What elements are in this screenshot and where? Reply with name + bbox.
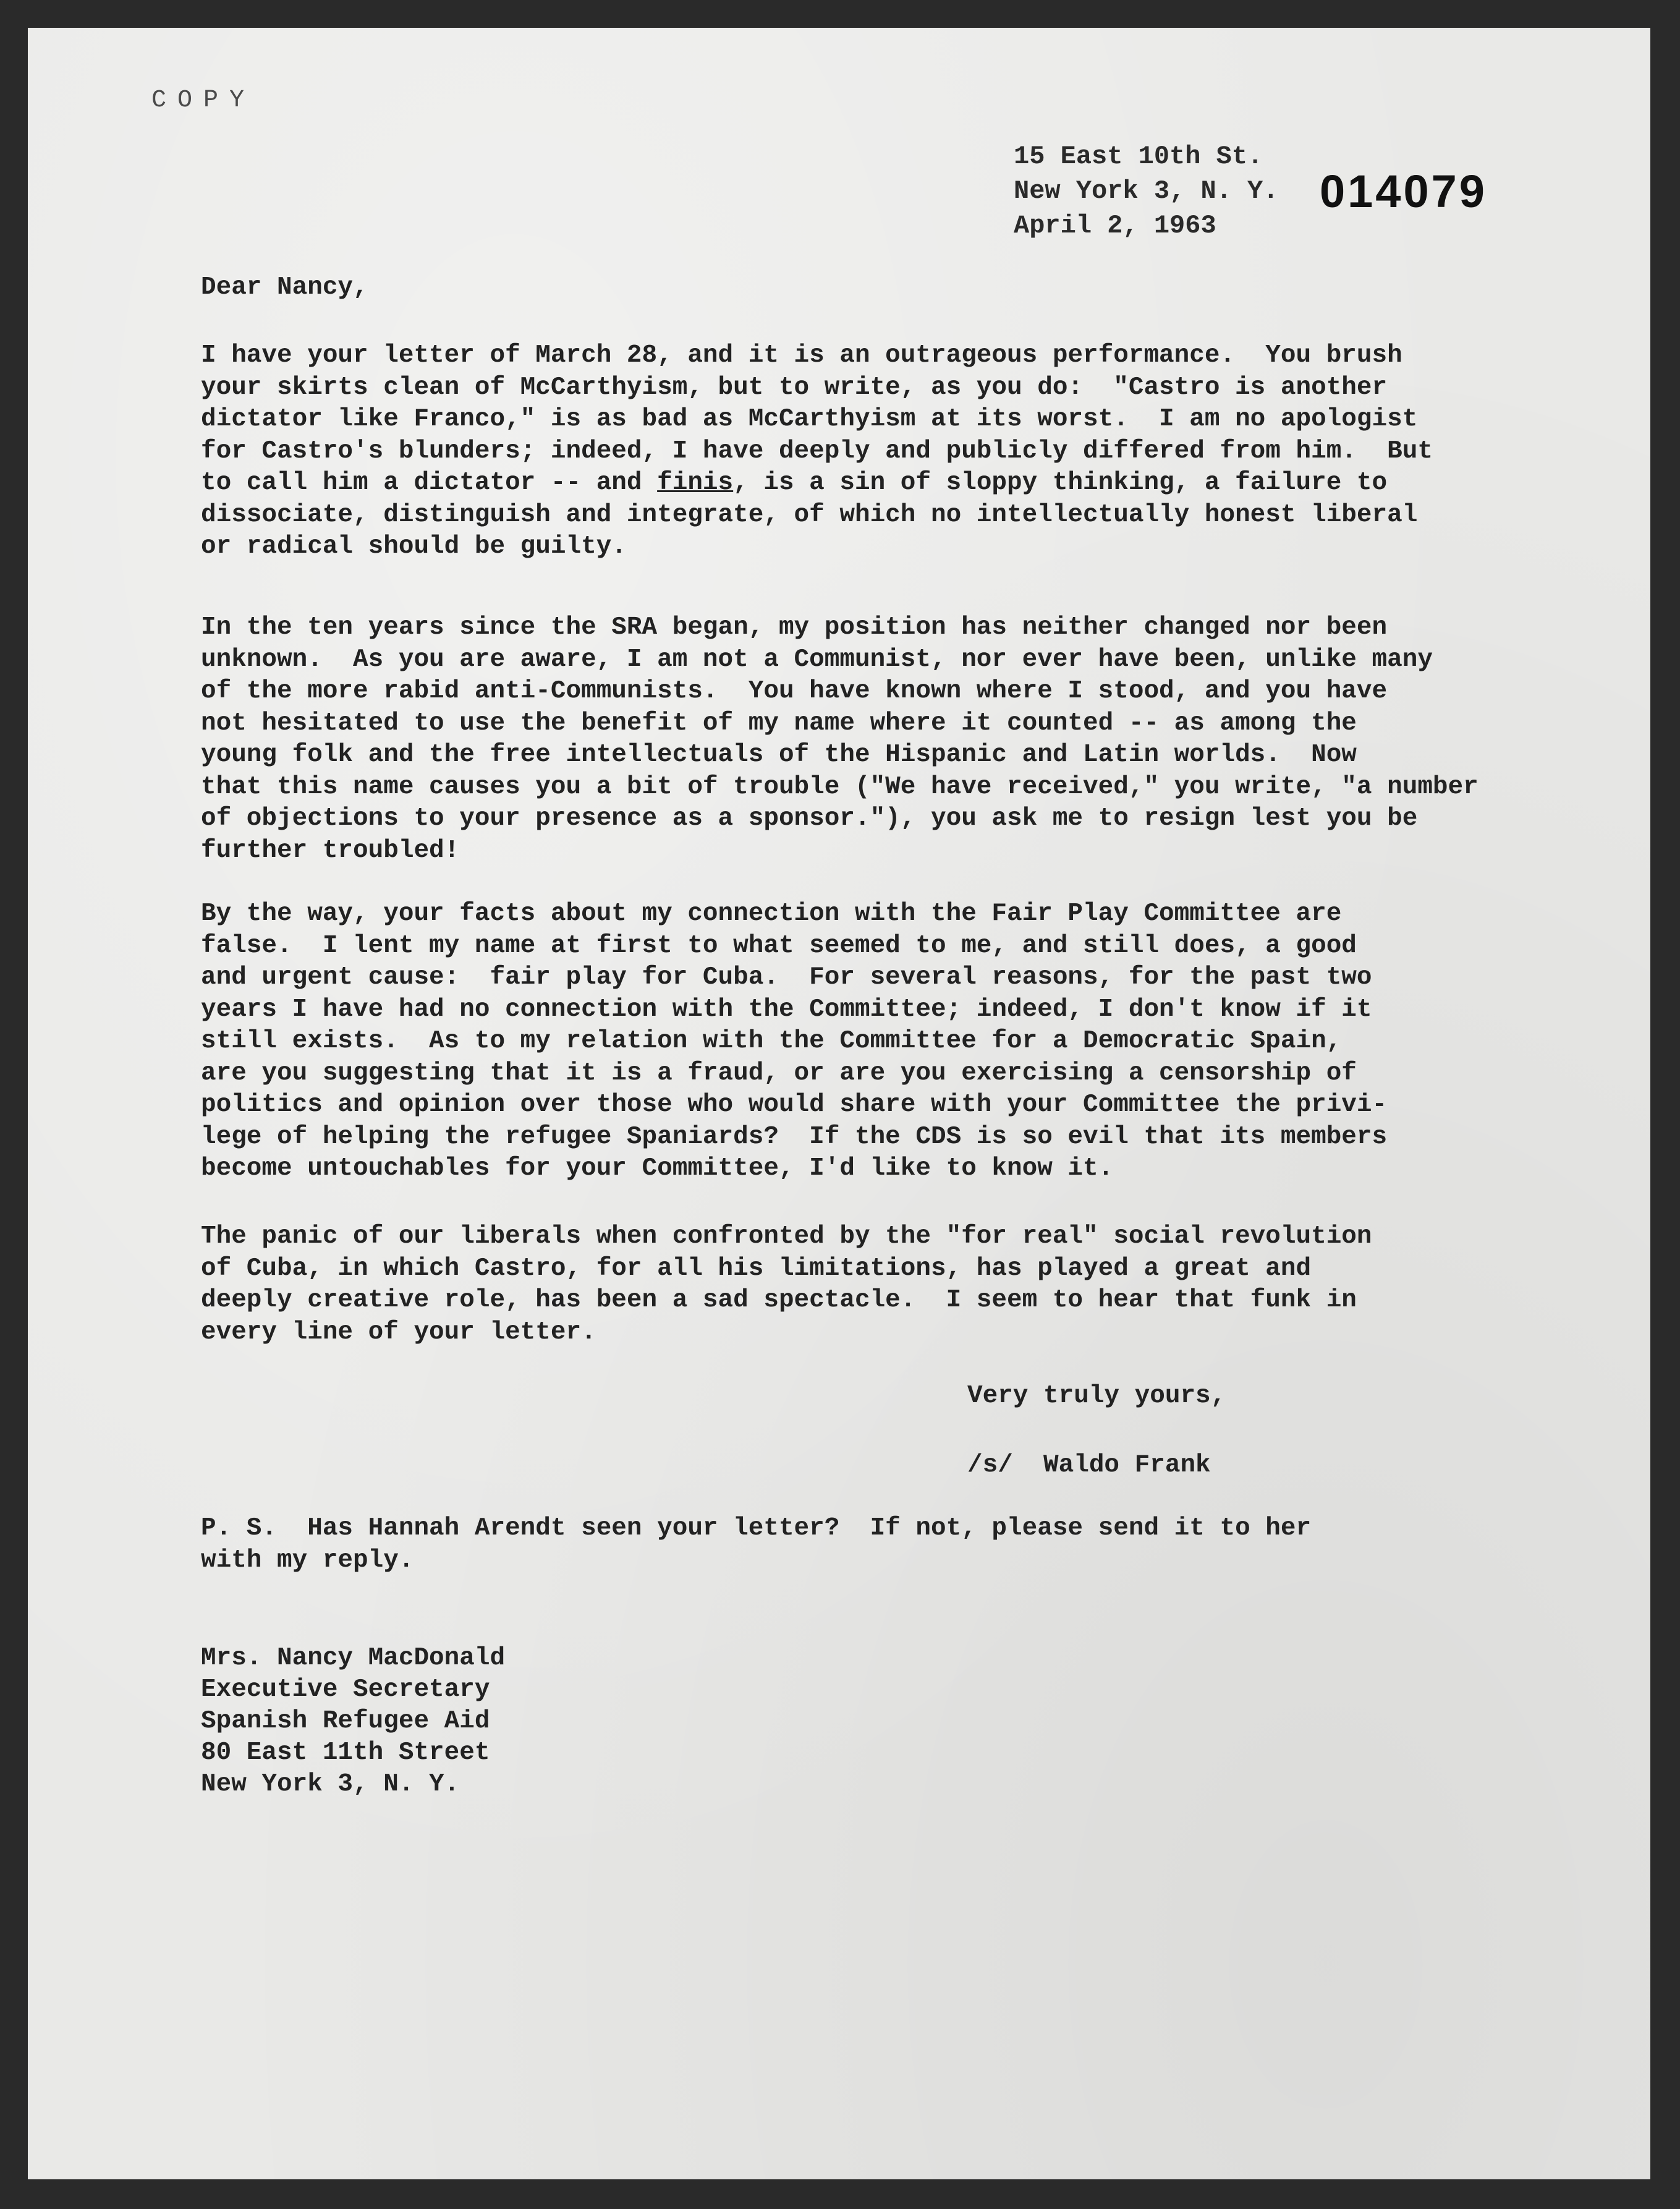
sender-address [1014, 139, 1278, 243]
paragraph-3 [201, 898, 1530, 1185]
paragraph-line: or radical should be guilty. [201, 532, 627, 561]
postscript [201, 1513, 1530, 1577]
paragraph-2 [201, 612, 1530, 867]
underlined-word: finis [657, 469, 734, 497]
paragraph-line: are you suggesting that it is a fraud, or are you exercising a censorship of [201, 1058, 1357, 1087]
valediction: Very truly yours, [967, 1382, 1226, 1410]
paragraph-line: false. I lent my name at first to what seemed to me, and still does, a good [201, 931, 1357, 960]
paragraph-line: deeply creative role, has been a sad spectacle. I seem to hear that funk in [201, 1286, 1357, 1314]
recipient-address [201, 1643, 1530, 1800]
postscript-line: P. S. Has Hannah Arendt seen your letter? If not, please send it to her [201, 1514, 1312, 1543]
paragraph-line: In the ten years since the SRA began, my position has neither changed nor been [201, 613, 1388, 642]
paragraph-line: The panic of our liberals when confronted by the "for real" social revolution [201, 1222, 1372, 1251]
paragraph-line: of Cuba, in which Castro, for all his limitations, has played a great and [201, 1254, 1312, 1283]
paragraph-1 [201, 340, 1530, 563]
paragraph-line: young folk and the free intellectuals of the Hispanic and Latin worlds. Now [201, 741, 1357, 769]
paragraph-line: that this name causes you a bit of trouble ("We have received," you write, "a number [201, 772, 1478, 801]
paragraph-line: every line of your letter. [201, 1317, 596, 1347]
paragraph-line: years I have had no connection with the Committee; indeed, I don't know if it [201, 995, 1372, 1024]
signature: /s/ Waldo Frank [967, 1451, 1211, 1479]
paragraph-line: politics and opinion over those who would share with your Committee the privi- [201, 1091, 1388, 1119]
paragraph-line: unknown. As you are aware, I am not a Communist, nor ever have been, unlike many [201, 645, 1433, 674]
recipient-line: New York 3, N. Y. [201, 1770, 460, 1798]
letter-page [28, 28, 1650, 2179]
paragraph-line [201, 467, 1530, 500]
document-number-stamp: 014079 [1320, 166, 1487, 217]
paragraph-line: of objections to your presence as a sponsor."), you ask me to resign lest you be [201, 804, 1418, 833]
line-text: , is a sin of sloppy thinking, a failure to [733, 469, 1388, 497]
paragraph-line: still exists. As to my relation with the Committee for a Democratic Spain, [201, 1027, 1342, 1055]
paragraph-4 [201, 1221, 1530, 1348]
paragraph-line: dissociate, distinguish and integrate, of which no intellectually honest liberal [201, 500, 1418, 529]
paragraph-line: dictator like Franco," is as bad as McCarthyism at its worst. I am no apologist [201, 405, 1418, 433]
line-text: to call him a dictator -- and [201, 469, 658, 497]
paragraph-line: further troubled! [201, 836, 460, 865]
recipient-line: Mrs. Nancy MacDonald [201, 1644, 506, 1672]
recipient-line: Spanish Refugee Aid [201, 1707, 490, 1735]
paragraph-line: become untouchables for your Committee, I'd like to know it. [201, 1154, 1114, 1183]
paragraph-line: of the more rabid anti-Communists. You have known where I stood, and you have [201, 677, 1388, 705]
address-city: New York 3, N. Y. [1014, 176, 1279, 206]
paragraph-line: By the way, your facts about my connection with the Fair Play Committee are [201, 900, 1342, 928]
recipient-line: 80 East 11th Street [201, 1739, 490, 1767]
letter-date: April 2, 1963 [1014, 211, 1216, 240]
paragraph-line: and urgent cause: fair play for Cuba. For several reasons, for the past two [201, 963, 1372, 992]
paragraph-line: for Castro's blunders; indeed, I have deeply and publicly differed from him. But [201, 436, 1433, 466]
paragraph-line: not hesitated to use the benefit of my name where it counted -- as among the [201, 709, 1357, 738]
salutation-line: Dear Nancy, [201, 273, 368, 302]
postscript-line: with my reply. [201, 1546, 414, 1575]
address-street: 15 East 10th St. [1014, 142, 1263, 171]
paragraph-line: lege of helping the refugee Spaniards? If the CDS is so evil that its members [201, 1122, 1388, 1151]
paragraph-line: I have your letter of March 28, and it is an outrageous performance. You brush [201, 341, 1402, 370]
recipient-line: Executive Secretary [201, 1675, 490, 1704]
salutation [201, 272, 1530, 304]
copy-mark: COPY [151, 87, 256, 114]
paragraph-line: your skirts clean of McCarthyism, but to write, as you do: "Castro is another [201, 373, 1388, 402]
